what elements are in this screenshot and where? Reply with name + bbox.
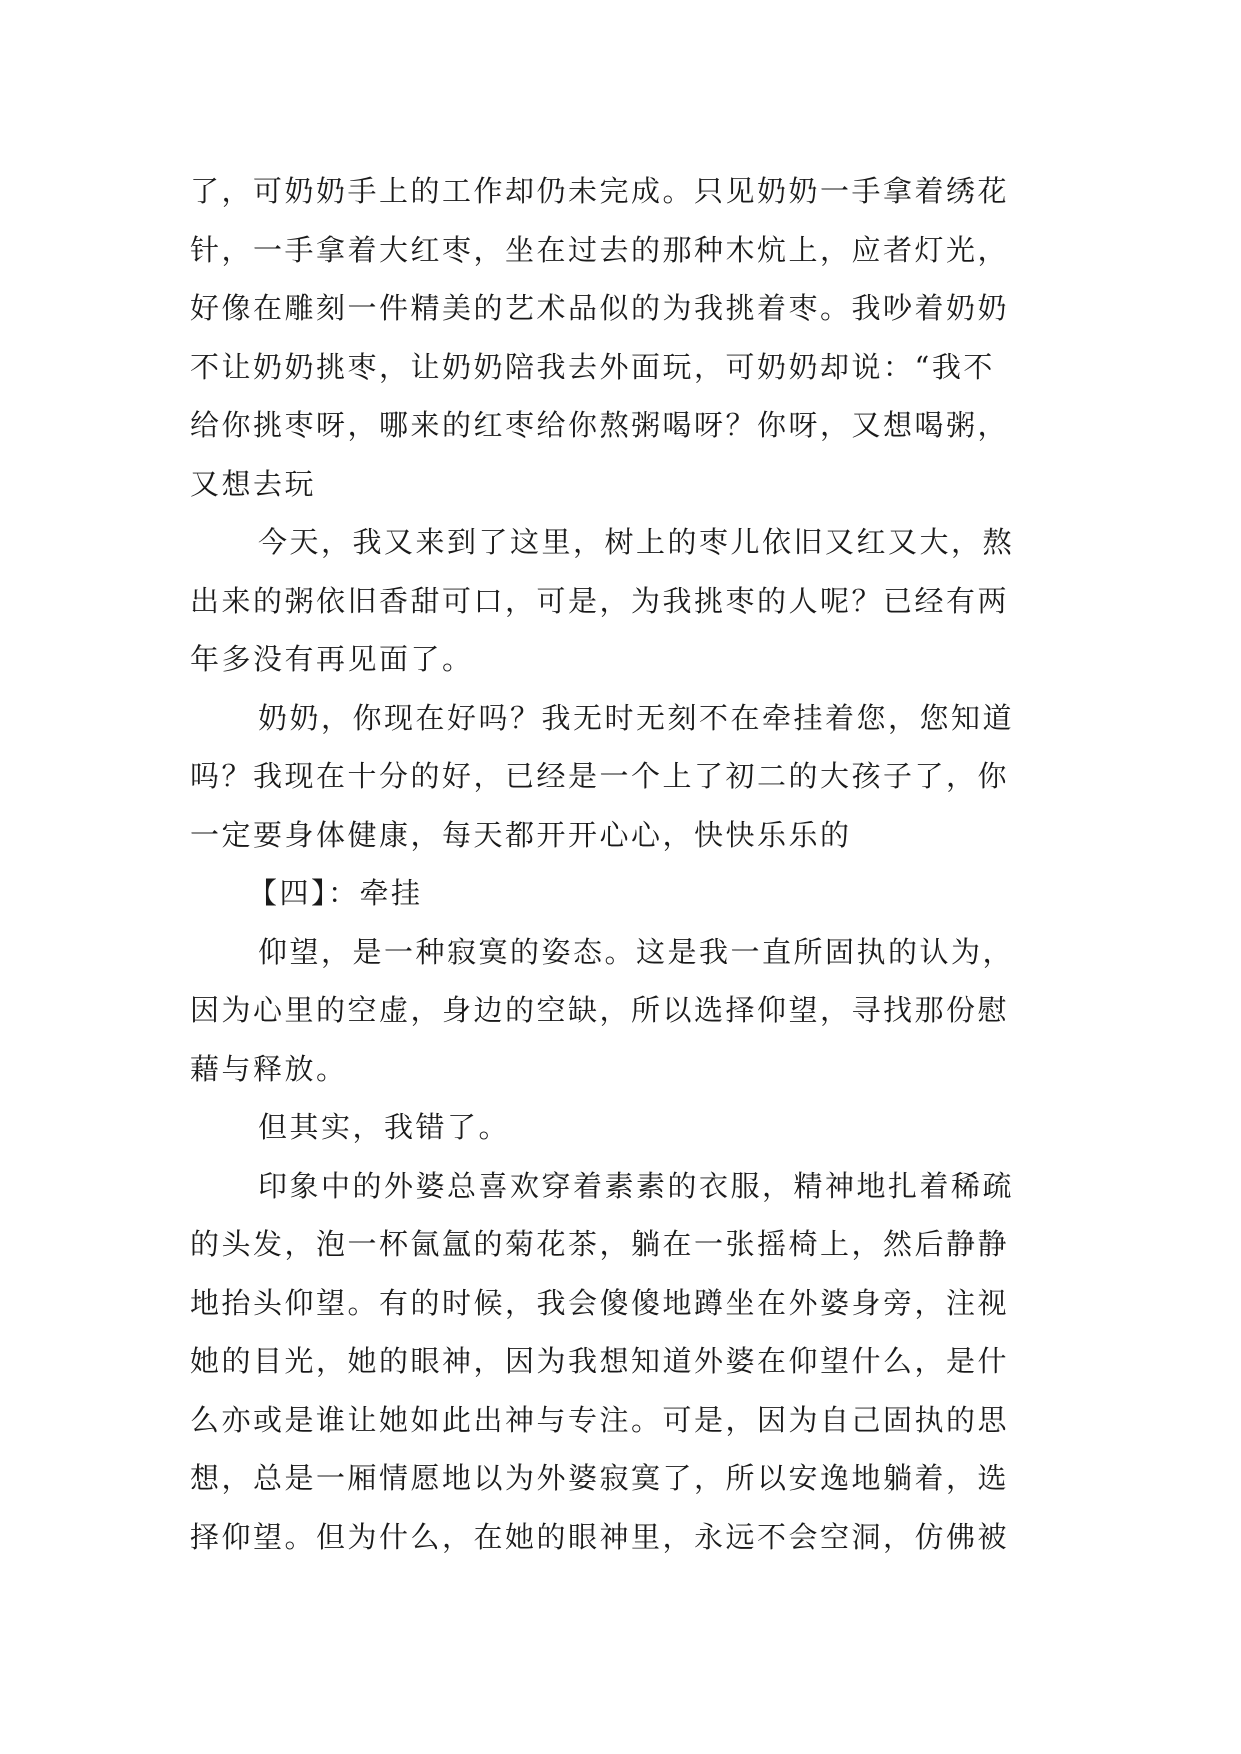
- text-line: 她的目光，她的眼神，因为我想知道外婆在仰望什么，是什: [190, 1344, 1010, 1378]
- text-line: 藉与释放。: [190, 1051, 348, 1086]
- text-line: 么亦或是谁让她如此出神与专注。可是，因为自己固执的思: [190, 1402, 1010, 1437]
- section-heading: 【四】：牵挂: [248, 876, 423, 910]
- text-line: 印象中的外婆总喜欢穿着素素的衣服，精神地扎着稀疏: [258, 1168, 1015, 1203]
- text-line: 不让奶奶挑枣，让奶奶陪我去外面玩，可奶奶却说：“我不: [190, 349, 995, 384]
- paragraph-today: [190, 513, 1060, 689]
- paragraph-grandma: [190, 689, 1060, 865]
- text-line: 想，总是一厢情愿地以为外婆寂寞了，所以安逸地躺着，选: [190, 1461, 1010, 1495]
- text-line: 仰望，是一种寂寞的姿态。这是我一直所固执的认为，: [258, 934, 1015, 969]
- text-line: 好像在雕刻一件精美的艺术品似的为我挑着枣。我吵着奶奶: [190, 291, 1010, 325]
- paragraph-impression: [190, 1157, 1060, 1567]
- text-line: 今天，我又来到了这里，树上的枣儿依旧又红又大，熬: [258, 525, 1015, 559]
- document-body: [190, 162, 1060, 1566]
- text-line: 又想去玩: [190, 466, 317, 501]
- paragraph-but: [190, 1098, 1060, 1157]
- text-line: 但其实，我错了。: [258, 1110, 511, 1144]
- paragraph-continuation: [190, 162, 1060, 513]
- text-line: 地抬头仰望。有的时候，我会傻傻地蹲坐在外婆身旁，注视: [190, 1285, 1010, 1320]
- text-line: 出来的粥依旧香甜可口，可是，为我挑枣的人呢？已经有两: [190, 583, 1010, 618]
- text-line: 择仰望。但为什么，在她的眼神里，永远不会空洞，仿佛被: [190, 1519, 1010, 1554]
- text-line: 了，可奶奶手上的工作却仍未完成。只见奶奶一手拿着绣花: [190, 174, 1010, 208]
- text-line: 的头发，泡一杯氤氲的菊花茶，躺在一张摇椅上，然后静静: [190, 1227, 1010, 1261]
- paragraph-looking-up: [190, 923, 1060, 1099]
- text-line: 因为心里的空虚，身边的空缺，所以选择仰望，寻找那份慰: [190, 993, 1010, 1027]
- text-line: 吗？我现在十分的好，已经是一个上了初二的大孩子了，你: [190, 759, 1010, 793]
- text-line: 奶奶，你现在好吗？我无时无刻不在牵挂着您，您知道: [258, 700, 1015, 735]
- text-line: 一定要身体健康，每天都开开心心，快快乐乐的: [190, 817, 852, 852]
- text-line: 给你挑枣呀，哪来的红枣给你熬粥喝呀？你呀，又想喝粥，: [190, 408, 1010, 442]
- text-line: 针，一手拿着大红枣，坐在过去的那种木炕上，应者灯光，: [190, 232, 1010, 267]
- text-line: 年多没有再见面了。: [190, 642, 474, 676]
